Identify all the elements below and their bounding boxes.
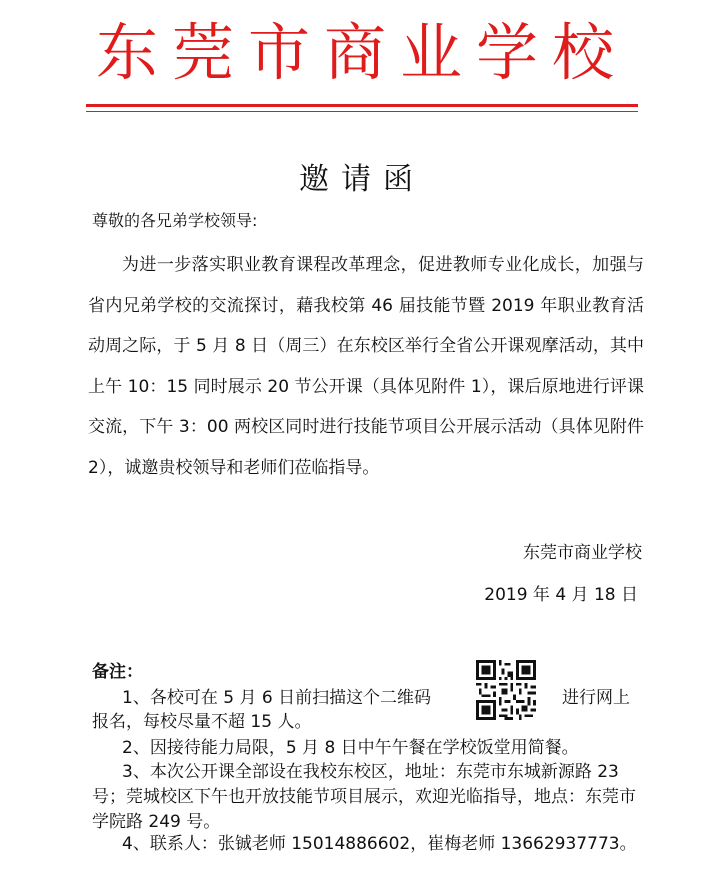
letterhead-rule-thin (86, 111, 638, 112)
note-1-text-cont: 进行网上 (562, 688, 630, 708)
note-3: 3、本次公开课全部设在我校东校区，地址：东莞市东城新源路 23 号；莞城校区下午也开放技能节项目展示，欢迎光临指导，地点：东莞市学院路 249 号。 (92, 762, 636, 832)
salutation: 尊敬的各兄弟学校领导: (92, 211, 258, 230)
letterhead-school-name: 东莞市商业学校 (95, 16, 628, 89)
note-2: 2、因接待能力局限，5 月 8 日中午午餐在学校饭堂用简餐。 (122, 738, 579, 758)
signature-date: 2019 年 4 月 18 日 (484, 585, 638, 605)
letterhead-rule-thick (86, 104, 638, 107)
invitation-body: 为进一步落实职业教育课程改革理念，促进教师专业化成长，加强与省内兄弟学校的交流探讨，藉我校第 46 届技能节暨 2019 年职业教育活动周之际，于 5 月 8 日（周三）在东校区举行全省公开课观摩活动，其中上午 10：15 同时展示 20 节公开课（具体见附件 1），课后原地进行评课交流，下午 3：00 两校区同时进行技能节项目公开展示活动（具体见附件 2），诚邀贵校领导和老师们莅临指导。 (88, 255, 644, 478)
notes-heading: 备注： (92, 662, 143, 682)
note-1-text-end: 报名，每校尽量不超 15 人。 (92, 712, 312, 732)
qr-code-icon[interactable] (476, 660, 536, 720)
signature-school: 东莞市商业学校 (523, 543, 642, 563)
document-title: 邀请函 (299, 162, 425, 197)
note-4-contacts: 4、联系人：张铖老师 15014886602，崔梅老师 13662937773。 (122, 834, 637, 854)
note-1-text: 1、各校可在 5 月 6 日前扫描这个二维码 (122, 688, 432, 708)
